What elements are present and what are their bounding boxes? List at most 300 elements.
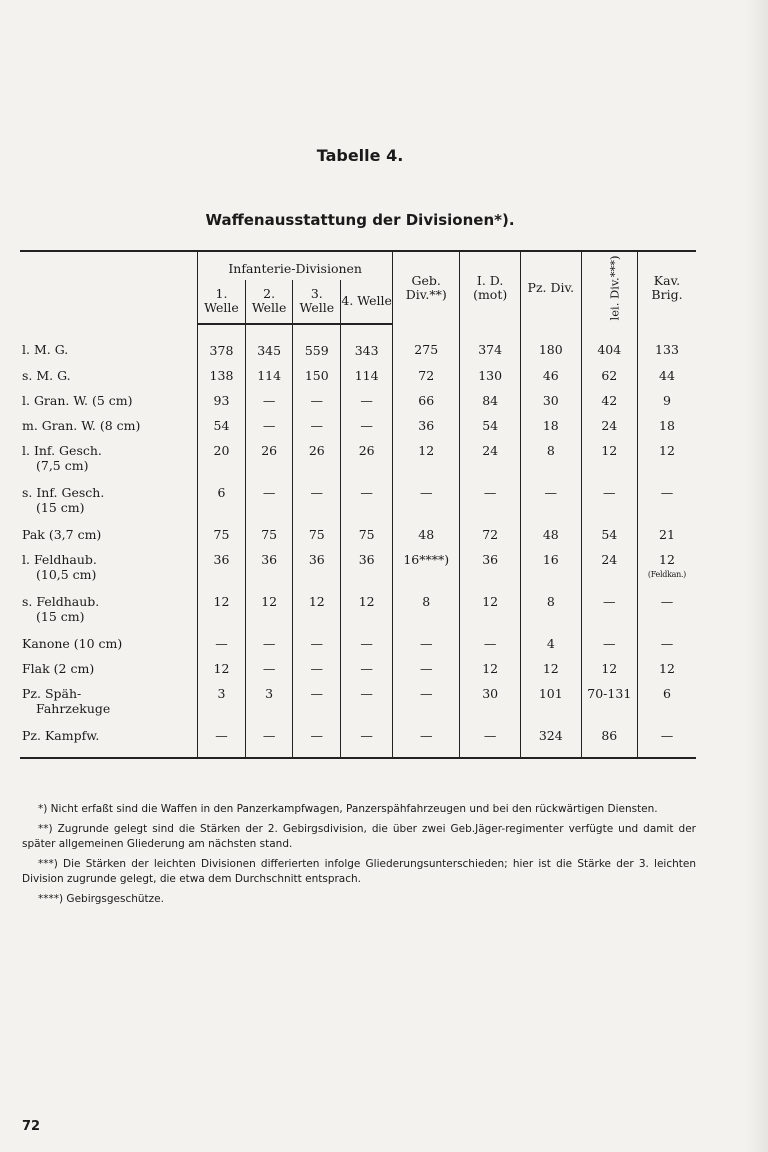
cell-value: 12 <box>418 443 435 458</box>
value-cell <box>293 552 341 594</box>
weapon-name-cell <box>20 418 198 443</box>
cell-value: 21 <box>659 527 675 542</box>
value-cell <box>293 594 341 636</box>
table-row <box>20 324 696 368</box>
value-cell <box>520 368 581 393</box>
value-cell <box>581 393 637 418</box>
cell-value: 36 <box>261 552 278 567</box>
table-title: Waffenausstattung der Divisionen*). <box>205 211 515 229</box>
value-cell <box>581 485 637 527</box>
weapon-name-detail: Fahrzekuge <box>36 701 111 716</box>
value-cell <box>198 728 246 758</box>
value-cell <box>341 527 393 552</box>
cell-value: 3 <box>217 686 226 701</box>
weapon-name-cell <box>20 443 198 485</box>
value-cell <box>581 418 637 443</box>
value-cell <box>393 636 460 661</box>
weapon-name-cell <box>20 636 198 661</box>
value-cell <box>637 686 696 728</box>
cell-value: 6 <box>217 485 226 500</box>
table-row <box>20 728 696 758</box>
cell-value: 12 <box>659 661 675 676</box>
cell-value: 12 <box>261 594 278 609</box>
header-id-mot: I. D. (mot) <box>460 251 521 324</box>
value-cell <box>341 728 393 758</box>
value-cell <box>581 686 637 728</box>
cell-value: 275 <box>414 342 439 357</box>
value-cell <box>245 552 293 594</box>
cell-value: 12 <box>213 594 230 609</box>
weapon-name-cell <box>20 527 198 552</box>
value-cell <box>637 368 696 393</box>
cell-value: — <box>419 686 433 701</box>
header-lei-div: lei. Div.***) <box>607 255 622 321</box>
value-cell <box>460 728 521 758</box>
value-cell <box>245 324 293 368</box>
value-cell <box>341 393 393 418</box>
cell-value: 12 <box>482 594 499 609</box>
weapon-name-cell <box>20 485 198 527</box>
value-cell <box>581 527 637 552</box>
weapon-name-cell <box>20 728 198 758</box>
cell-value: 75 <box>213 527 230 542</box>
cell-value: 93 <box>213 393 230 408</box>
table-row <box>20 636 696 661</box>
cell-value: 16****) <box>403 552 450 567</box>
cell-value: 36 <box>482 552 499 567</box>
cell-value: — <box>419 485 433 500</box>
value-cell <box>520 527 581 552</box>
value-cell <box>460 686 521 728</box>
value-cell <box>293 443 341 485</box>
table-body <box>20 324 696 758</box>
cell-value: — <box>483 728 497 743</box>
weapon-name-cell <box>20 324 198 368</box>
cell-value: 559 <box>304 343 329 358</box>
cell-value: 150 <box>304 368 329 383</box>
cell-value: 24 <box>482 443 499 458</box>
footnotes <box>22 802 696 912</box>
cell-value: 12 <box>601 661 618 676</box>
cell-value: 18 <box>542 418 559 433</box>
cell-value: 44 <box>659 368 675 383</box>
header-wave-2: 2. Welle <box>245 280 293 324</box>
cell-value: 12 <box>308 594 325 609</box>
value-cell <box>341 661 393 686</box>
weapon-name-cell <box>20 686 198 728</box>
cell-value: — <box>603 485 616 500</box>
cell-value: — <box>483 485 497 500</box>
cell-value: 36 <box>308 552 325 567</box>
cell-value: — <box>215 728 228 743</box>
value-cell <box>637 393 696 418</box>
value-cell <box>341 594 393 636</box>
cell-value: — <box>360 728 373 743</box>
weapon-name: Pz. Kampfw. <box>22 728 100 743</box>
weapon-name: Pz. Späh- <box>22 686 82 701</box>
cell-value: 72 <box>418 368 435 383</box>
value-cell <box>581 636 637 661</box>
weapon-name: s. M. G. <box>22 368 71 383</box>
cell-value: 374 <box>478 342 503 357</box>
feldkan-note: (Feldkan.) <box>647 570 687 579</box>
cell-value: — <box>310 728 324 743</box>
cell-value: 75 <box>308 527 325 542</box>
value-cell <box>520 552 581 594</box>
weapon-name: s. Inf. Gesch. <box>22 485 105 500</box>
value-cell <box>293 686 341 728</box>
cell-value: — <box>483 636 497 651</box>
value-cell <box>198 485 246 527</box>
value-cell <box>341 324 393 368</box>
value-cell <box>520 594 581 636</box>
cell-value: 130 <box>478 368 503 383</box>
weapon-name-cell <box>20 393 198 418</box>
value-cell <box>393 661 460 686</box>
value-cell <box>393 443 460 485</box>
page-number: 72 <box>22 1119 41 1134</box>
cell-value: — <box>215 636 228 651</box>
weapon-name: l. Inf. Gesch. <box>22 443 102 458</box>
value-cell <box>293 527 341 552</box>
value-cell <box>581 594 637 636</box>
weapon-name-detail: (7,5 cm) <box>36 458 89 473</box>
cell-value: 8 <box>546 594 555 609</box>
cell-value: 404 <box>597 342 622 357</box>
cell-value: — <box>310 485 324 500</box>
cell-value: — <box>360 485 373 500</box>
weapon-name-detail: (15 cm) <box>36 500 85 515</box>
cell-value: 46 <box>542 368 559 383</box>
value-cell <box>245 368 293 393</box>
table-row <box>20 594 696 636</box>
weapon-name: Kanone (10 cm) <box>22 636 123 651</box>
value-cell <box>637 594 696 636</box>
header-kav-brig: Kav. Brig. <box>637 251 696 324</box>
value-cell <box>198 443 246 485</box>
value-cell <box>581 661 637 686</box>
value-cell <box>460 324 521 368</box>
value-cell <box>245 636 293 661</box>
value-cell <box>460 552 521 594</box>
value-cell <box>341 443 393 485</box>
value-cell <box>245 594 293 636</box>
cell-value: — <box>360 686 373 701</box>
cell-value: 138 <box>209 368 234 383</box>
value-cell <box>245 728 293 758</box>
weapon-name: Pak (3,7 cm) <box>22 527 102 542</box>
table-row <box>20 527 696 552</box>
table-label: Tabelle 4. <box>316 146 404 165</box>
value-cell <box>393 324 460 368</box>
header-wave-1: 1. Welle <box>198 280 246 324</box>
value-cell <box>198 661 246 686</box>
weapons-table <box>20 250 696 759</box>
cell-value: 86 <box>601 728 618 743</box>
footnote-3: ***) Die Stärken der leichten Divisionen differierten infolge Gliederungsunterschieden; hier ist die Stärke der 3. leichten Division zugrunde gelegt, die etwa dem Durchschnitt entsprach. <box>22 858 696 885</box>
value-cell <box>581 552 637 594</box>
footnote-1: *) Nicht erfaßt sind die Waffen in den Panzerkampfwagen, Panzerspähfahrzeugen und bei den rückwärtigen Diensten. <box>38 803 658 815</box>
weapon-name-detail: (10,5 cm) <box>36 567 97 582</box>
value-cell <box>341 485 393 527</box>
value-cell <box>637 418 696 443</box>
cell-value: 4 <box>546 636 555 651</box>
cell-value: — <box>262 393 276 408</box>
value-cell <box>460 527 521 552</box>
cell-value: 12 <box>542 661 559 676</box>
value-cell <box>393 485 460 527</box>
value-cell <box>520 728 581 758</box>
header-pz-div: Pz. Div. <box>520 251 581 324</box>
value-cell <box>637 443 696 485</box>
cell-value: 75 <box>358 527 375 542</box>
value-cell <box>198 418 246 443</box>
value-cell <box>245 485 293 527</box>
cell-value: 12 <box>482 661 499 676</box>
value-cell <box>198 636 246 661</box>
value-cell <box>520 418 581 443</box>
cell-value: 24 <box>601 552 618 567</box>
value-cell <box>293 418 341 443</box>
value-cell <box>293 393 341 418</box>
value-cell <box>293 485 341 527</box>
cell-value: 324 <box>538 728 563 743</box>
header-weapon-column <box>20 251 198 324</box>
cell-value: — <box>660 636 674 651</box>
value-cell <box>637 661 696 686</box>
cell-value: 12 <box>659 552 675 567</box>
value-cell <box>393 728 460 758</box>
header-wave-3: 3. Welle <box>293 280 341 324</box>
value-cell <box>393 418 460 443</box>
value-cell <box>245 527 293 552</box>
value-cell <box>520 393 581 418</box>
cell-value: 3 <box>265 686 274 701</box>
value-cell <box>393 393 460 418</box>
cell-value: — <box>310 418 324 433</box>
cell-value: 54 <box>601 527 618 542</box>
value-cell <box>198 368 246 393</box>
cell-value: 36 <box>418 418 435 433</box>
weapon-name: l. Gran. W. (5 cm) <box>22 393 133 408</box>
cell-value: 26 <box>358 443 375 458</box>
cell-value: — <box>544 485 558 500</box>
value-cell <box>245 661 293 686</box>
footnote-2: **) Zugrunde gelegt sind die Stärken der 2. Gebirgsdivision, die über zwei Geb.Jäger-regimenter verfügte und damit der später allgemeinen Gliederung am nächsten stand. <box>22 823 696 850</box>
value-cell <box>245 418 293 443</box>
weapon-name-cell <box>20 368 198 393</box>
value-cell <box>637 728 696 758</box>
value-cell <box>460 636 521 661</box>
cell-value: — <box>360 393 373 408</box>
value-cell <box>341 636 393 661</box>
table-row <box>20 443 696 485</box>
value-cell <box>520 661 581 686</box>
cell-value: — <box>360 636 373 651</box>
value-cell <box>581 443 637 485</box>
cell-value: 12 <box>213 661 230 676</box>
table-row <box>20 661 696 686</box>
cell-value: — <box>419 636 433 651</box>
value-cell <box>198 594 246 636</box>
page-edge-shadow <box>746 0 768 1152</box>
value-cell <box>293 661 341 686</box>
table-row <box>20 393 696 418</box>
value-cell <box>393 594 460 636</box>
value-cell <box>341 418 393 443</box>
header-geb-div: Geb. Div.**) <box>393 251 460 324</box>
cell-value: — <box>262 418 276 433</box>
cell-value: 54 <box>482 418 499 433</box>
cell-value: 62 <box>601 368 618 383</box>
cell-value: 42 <box>601 393 618 408</box>
value-cell <box>245 393 293 418</box>
value-cell <box>637 636 696 661</box>
weapon-name-detail: (15 cm) <box>36 609 85 624</box>
value-cell <box>581 728 637 758</box>
cell-value: 101 <box>538 686 563 701</box>
cell-value: — <box>660 728 674 743</box>
cell-value: — <box>660 594 674 609</box>
cell-value: 26 <box>308 443 325 458</box>
weapon-name: Flak (2 cm) <box>22 661 95 676</box>
cell-value: 20 <box>213 443 230 458</box>
weapon-name-cell <box>20 661 198 686</box>
value-cell <box>245 443 293 485</box>
value-cell <box>581 368 637 393</box>
value-cell <box>393 552 460 594</box>
cell-value: 54 <box>213 418 230 433</box>
value-cell <box>198 393 246 418</box>
value-cell <box>637 485 696 527</box>
value-cell <box>293 636 341 661</box>
cell-value: — <box>310 686 324 701</box>
cell-value: — <box>262 485 276 500</box>
weapon-name: l. M. G. <box>22 342 69 357</box>
cell-value: 75 <box>261 527 278 542</box>
cell-value: 30 <box>542 393 559 408</box>
value-cell <box>637 324 696 368</box>
value-cell <box>460 661 521 686</box>
cell-value: 8 <box>546 443 555 458</box>
value-cell <box>460 418 521 443</box>
weapon-name: s. Feldhaub. <box>22 594 100 609</box>
value-cell <box>393 686 460 728</box>
cell-value: 24 <box>601 418 618 433</box>
header-lei-div-cell <box>581 251 637 324</box>
value-cell <box>520 686 581 728</box>
cell-value: 36 <box>213 552 230 567</box>
cell-value: 26 <box>261 443 278 458</box>
cell-value: 18 <box>659 418 675 433</box>
cell-value: — <box>603 636 616 651</box>
cell-value: — <box>262 728 276 743</box>
value-cell <box>341 368 393 393</box>
header-wave-4: 4. Welle <box>341 280 393 324</box>
cell-value: 72 <box>482 527 499 542</box>
value-cell <box>341 686 393 728</box>
value-cell <box>637 552 696 594</box>
cell-value: 180 <box>538 342 563 357</box>
value-cell <box>198 552 246 594</box>
cell-value: — <box>419 661 433 676</box>
table-row <box>20 418 696 443</box>
cell-value: — <box>603 594 616 609</box>
cell-value: — <box>310 393 324 408</box>
cell-value: 8 <box>422 594 431 609</box>
value-cell <box>581 324 637 368</box>
cell-value: — <box>310 661 324 676</box>
table-row <box>20 686 696 728</box>
value-cell <box>460 594 521 636</box>
cell-value: 114 <box>354 368 379 383</box>
value-cell <box>460 368 521 393</box>
table-row <box>20 368 696 393</box>
value-cell <box>198 324 246 368</box>
cell-value: 12 <box>358 594 375 609</box>
cell-value: 12 <box>601 443 618 458</box>
value-cell <box>520 485 581 527</box>
cell-value: — <box>310 636 324 651</box>
cell-value: — <box>360 418 373 433</box>
weapon-name: l. Feldhaub. <box>22 552 97 567</box>
value-cell <box>245 686 293 728</box>
header-infantry-divisions: Infanterie-Divisionen <box>198 251 393 280</box>
cell-value: 84 <box>482 393 499 408</box>
cell-value: 48 <box>418 527 435 542</box>
cell-value: 12 <box>659 443 675 458</box>
weapon-name-cell <box>20 594 198 636</box>
table-row <box>20 552 696 594</box>
cell-value: 48 <box>542 527 559 542</box>
cell-value: — <box>360 661 373 676</box>
cell-value: — <box>262 636 276 651</box>
value-cell <box>520 324 581 368</box>
cell-value: 30 <box>482 686 499 701</box>
value-cell <box>460 443 521 485</box>
cell-value: 345 <box>257 343 282 358</box>
weapon-name: m. Gran. W. (8 cm) <box>22 418 141 433</box>
value-cell <box>520 636 581 661</box>
value-cell <box>198 527 246 552</box>
value-cell <box>198 686 246 728</box>
cell-value: 16 <box>542 552 559 567</box>
value-cell <box>393 527 460 552</box>
cell-value: 36 <box>358 552 375 567</box>
value-cell <box>460 485 521 527</box>
footnote-4: ****) Gebirgsgeschütze. <box>38 893 164 905</box>
cell-value: 343 <box>354 343 379 358</box>
cell-value: — <box>262 661 276 676</box>
weapon-name-cell <box>20 552 198 594</box>
cell-value: 6 <box>663 686 671 701</box>
header-row-group <box>20 251 696 280</box>
cell-value: 114 <box>257 368 282 383</box>
value-cell <box>460 393 521 418</box>
value-cell <box>293 728 341 758</box>
value-cell <box>393 368 460 393</box>
cell-value: 66 <box>418 393 435 408</box>
value-cell <box>341 552 393 594</box>
value-cell <box>520 443 581 485</box>
cell-value: — <box>419 728 433 743</box>
cell-value: — <box>660 485 674 500</box>
value-cell <box>293 324 341 368</box>
cell-value: 378 <box>209 343 234 358</box>
cell-value: 133 <box>655 342 679 357</box>
value-cell <box>293 368 341 393</box>
table-row <box>20 485 696 527</box>
